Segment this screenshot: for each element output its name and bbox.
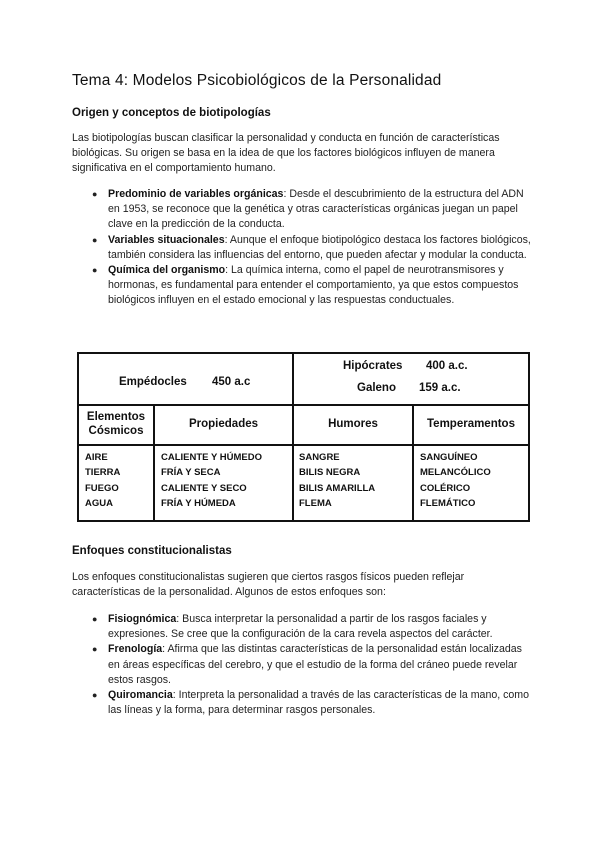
col-header-temperamentos: Temperamentos [427,418,515,430]
section-paragraph-origen: Las biotipologías buscan clasificar la personalidad y conducta en función de características biológicas. Su origen se basa en la idea de que los factores biológicos influyen de manera significativa en el comportamiento humano. [72,132,500,175]
list-item: ● Predominio de variables orgánicas: Desde el descubrimiento de la estructura del ADN en 1953, se reconoce que la genética y otras características orgánicas juegan un papel clave en la predicción de la conducta. [92,188,524,231]
bullet-icon: ● [92,234,98,245]
table-right-author-1: Hipócrates [343,360,403,372]
bullet-icon: ● [92,614,98,624]
page-title: Tema 4: Modelos Psicobiológicos de la Personalidad [72,72,442,89]
table-cell: FLEMA [299,497,332,509]
table-cell: FUEGO [85,482,119,494]
table-cell: FRÍA Y SECA [161,467,221,479]
table-cell: BILIS AMARILLA [299,482,376,494]
table-cell: SANGUÍNEO [420,452,478,463]
table-cell: CALIENTE Y SECO [161,482,247,494]
table-left-year: 450 a.c [212,376,251,388]
table-right-author-2: Galeno [357,382,396,394]
bullet-icon: ● [92,189,98,199]
bullet-icon: ● [92,644,98,655]
table-cell: AGUA [85,497,113,509]
table-cell: CALIENTE Y HÚMEDO [161,452,262,463]
table-cell: COLÉRICO [420,482,471,494]
table-cell: FRÍA Y HÚMEDA [161,497,236,509]
table-right-year-1: 400 a.c. [426,360,468,372]
bullet-icon: ● [92,690,98,701]
bullet-list-enfoques [72,612,532,718]
col-header-elementos: Elementos Cósmicos [86,411,146,437]
bullet-list-origen [72,187,532,309]
section-heading-origen: Origen y conceptos de biotipologías [72,107,271,119]
table-cell: AIRE [85,452,108,463]
col-propiedades [161,450,262,511]
temperaments-table [77,352,530,522]
section-paragraph-enfoques: Los enfoques constitucionalistas sugieren que ciertos rasgos físicos pueden reflejar características de la personalidad. Algunos de estos enfoques son: [72,571,465,599]
list-item: ● Frenología: Afirma que las distintas características de la personalidad están localizadas en áreas específicas del cerebro, y que el estudio de la forma del cráneo puede revelar estos rasgos. [92,643,522,686]
col-header-humores: Humores [328,418,378,430]
table-cell: TIERRA [85,467,121,479]
table-cell: MELANCÓLICO [420,467,491,479]
col-elementos [85,450,120,511]
table-cell: BILIS NEGRA [299,467,361,479]
table-cell: FLEMÁTICO [420,497,476,509]
table-left-author: Empédocles [119,376,187,388]
section-heading-enfoques: Enfoques constitucionalistas [72,545,232,557]
list-item: ● Quiromancia: Interpreta la personalidad a través de las características de la mano, como las líneas y la forma, para determinar rasgos personales. [92,689,530,717]
table-cell: SANGRE [299,452,340,463]
list-item: ● Variables situacionales: Aunque el enfoque biotipológico destaca los factores biológicos, también considera las influencias del entorno, que pueden afectar y modular la conducta. [92,233,531,261]
col-header-propiedades: Propiedades [188,418,259,430]
list-item: ● Química del organismo: La química interna, como el papel de neurotransmisores y hormonas, es fundamental para entender el comportamiento, ya que estos compuestos biológicos influyen en el estado emocional y las respuestas conductuales. [92,264,519,307]
list-item: ● Fisiognómica: Busca interpretar la personalidad a partir de los rasgos faciales y expresiones. Se cree que la configuración de la cara revela aspectos del carácter. [92,613,493,641]
col-temperamentos [420,450,491,511]
table-right-year-2: 159 a.c. [419,382,461,394]
bullet-icon: ● [92,265,98,276]
col-humores [299,450,375,511]
